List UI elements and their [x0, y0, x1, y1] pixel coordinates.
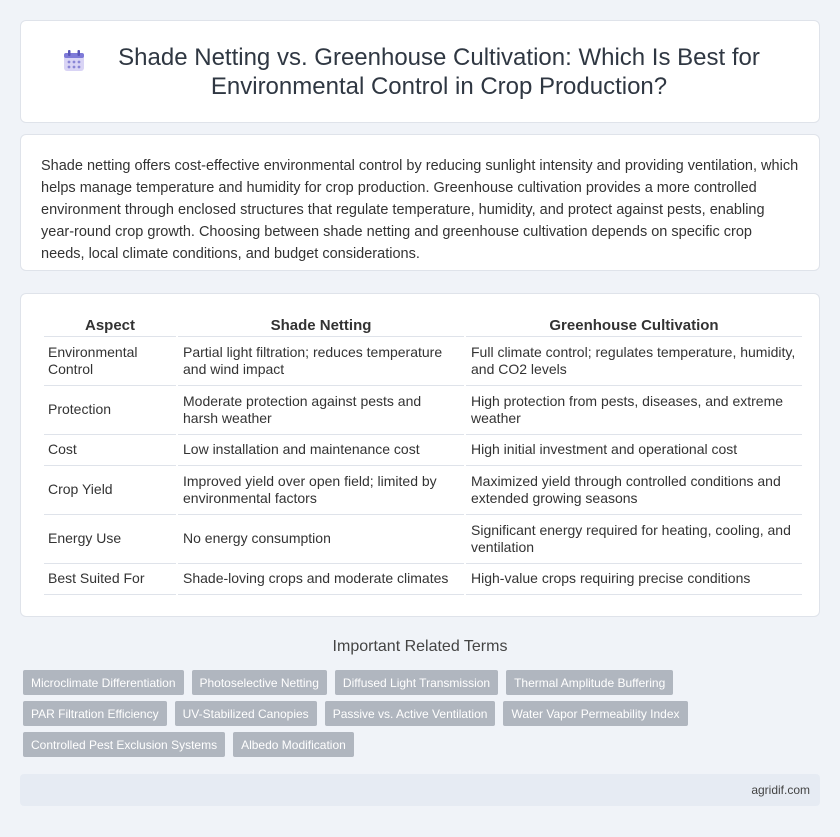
related-term-tag[interactable]: Photoselective Netting — [192, 670, 327, 695]
aspect-cell: Energy Use — [44, 515, 176, 564]
greenhouse-cell: High protection from pests, diseases, and extreme weather — [466, 386, 802, 435]
table-row — [44, 337, 802, 386]
table-row — [44, 466, 802, 515]
greenhouse-cell: Maximized yield through controlled conditions and extended growing seasons — [466, 466, 802, 515]
related-term-tag[interactable]: Controlled Pest Exclusion Systems — [23, 732, 225, 757]
page-title: Shade Netting vs. Greenhouse Cultivation: Which Is Best for Environmental Control in Crop Production? — [118, 43, 760, 100]
related-terms-list — [23, 670, 813, 757]
title-card — [20, 20, 820, 123]
related-term-tag[interactable]: Water Vapor Permeability Index — [503, 701, 687, 726]
aspect-cell: Best Suited For — [44, 564, 176, 595]
related-term-tag[interactable]: Diffused Light Transmission — [335, 670, 498, 695]
greenhouse-cell: High-value crops requiring precise conditions — [466, 564, 802, 595]
table-row — [44, 564, 802, 595]
related-term-tag[interactable]: Thermal Amplitude Buffering — [506, 670, 673, 695]
shade-netting-cell: Shade-loving crops and moderate climates — [178, 564, 464, 595]
aspect-cell: Cost — [44, 435, 176, 466]
related-term-tag[interactable]: Passive vs. Active Ventilation — [325, 701, 496, 726]
greenhouse-cell: High initial investment and operational cost — [466, 435, 802, 466]
aspect-cell: Environmental Control — [44, 337, 176, 386]
table-header-row — [44, 310, 802, 337]
intro-card — [20, 134, 820, 271]
comparison-card — [20, 293, 820, 617]
table-row — [44, 386, 802, 435]
shade-netting-cell: Partial light filtration; reduces temperature and wind impact — [178, 337, 464, 386]
shade-netting-cell: Low installation and maintenance cost — [178, 435, 464, 466]
shade-netting-cell: Improved yield over open field; limited by environmental factors — [178, 466, 464, 515]
footer-site[interactable]: agridif.com — [751, 783, 810, 797]
greenhouse-cell: Significant energy required for heating, cooling, and ventilation — [466, 515, 802, 564]
comparison-table — [42, 310, 804, 595]
related-term-tag[interactable]: UV-Stabilized Canopies — [175, 701, 317, 726]
related-term-tag[interactable]: Microclimate Differentiation — [23, 670, 184, 695]
aspect-cell: Crop Yield — [44, 466, 176, 515]
aspect-cell: Protection — [44, 386, 176, 435]
calendar-icon — [61, 48, 87, 74]
footer — [20, 774, 820, 806]
table-row — [44, 435, 802, 466]
related-terms-title: Important Related Terms — [332, 638, 508, 655]
intro-paragraph: Shade netting offers cost-effective environmental control by reducing sunlight intensity and providing ventilation, which helps manage temperature and humidity for crop production. Greenhouse cultivation provides a more controlled environment through enclosed structures that regulate temperature, humidity, and protect against pests, enabling year-round crop growth. Choosing between shade netting and greenhouse cultivation depends on specific crop needs, local climate conditions, and budget considerations. — [41, 158, 799, 262]
column-header: Aspect — [44, 310, 176, 337]
column-header: Shade Netting — [178, 310, 464, 337]
shade-netting-cell: No energy consumption — [178, 515, 464, 564]
shade-netting-cell: Moderate protection against pests and harsh weather — [178, 386, 464, 435]
column-header: Greenhouse Cultivation — [466, 310, 802, 337]
related-term-tag[interactable]: Albedo Modification — [233, 732, 354, 757]
related-term-tag[interactable]: PAR Filtration Efficiency — [23, 701, 167, 726]
table-row — [44, 515, 802, 564]
greenhouse-cell: Full climate control; regulates temperature, humidity, and CO2 levels — [466, 337, 802, 386]
